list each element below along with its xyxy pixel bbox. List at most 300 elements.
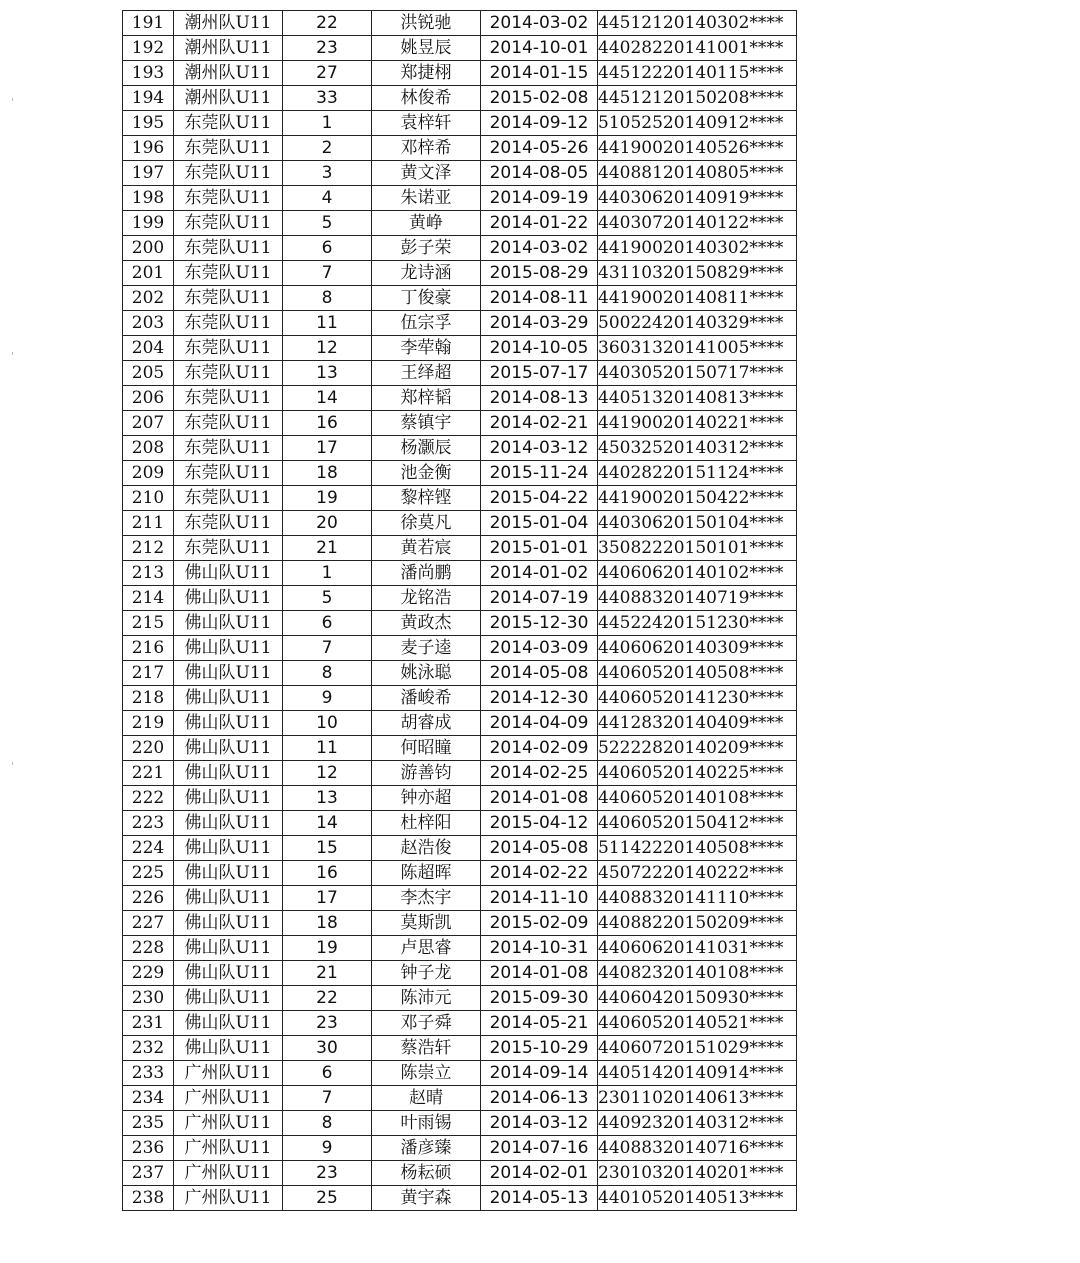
birth-date-cell: 2014-05-08 [481, 836, 598, 861]
id-number-cell: 44190020150422**** [598, 486, 797, 511]
birth-date-cell: 2014-05-21 [481, 1011, 598, 1036]
team-cell: 东莞队U11 [174, 336, 283, 361]
row-number-cell: 231 [123, 1011, 174, 1036]
team-cell: 东莞队U11 [174, 211, 283, 236]
table-row [123, 886, 797, 911]
jersey-number-cell: 7 [283, 261, 372, 286]
id-number-cell: 44030620140919**** [598, 186, 797, 211]
table-row [123, 1011, 797, 1036]
row-number-cell: 204 [123, 336, 174, 361]
id-number-cell: 44030720140122**** [598, 211, 797, 236]
row-number-cell: 209 [123, 461, 174, 486]
team-cell: 潮州队U11 [174, 11, 283, 36]
row-number-cell: 197 [123, 161, 174, 186]
team-cell: 佛山队U11 [174, 1036, 283, 1061]
table-row [123, 711, 797, 736]
id-number-cell: 44128320140409**** [598, 711, 797, 736]
jersey-number-cell: 6 [283, 611, 372, 636]
player-name-cell: 黄政杰 [372, 611, 481, 636]
team-cell: 佛山队U11 [174, 1011, 283, 1036]
birth-date-cell: 2014-06-13 [481, 1086, 598, 1111]
team-cell: 东莞队U11 [174, 111, 283, 136]
player-name-cell: 黄峥 [372, 211, 481, 236]
team-cell: 佛山队U11 [174, 561, 283, 586]
team-cell: 东莞队U11 [174, 361, 283, 386]
team-cell: 佛山队U11 [174, 611, 283, 636]
birth-date-cell: 2014-01-22 [481, 211, 598, 236]
birth-date-cell: 2015-01-04 [481, 511, 598, 536]
team-cell: 东莞队U11 [174, 386, 283, 411]
team-cell: 潮州队U11 [174, 61, 283, 86]
table-row [123, 1036, 797, 1061]
team-cell: 佛山队U11 [174, 711, 283, 736]
birth-date-cell: 2014-08-11 [481, 286, 598, 311]
player-name-cell: 李杰宇 [372, 886, 481, 911]
team-cell: 广州队U11 [174, 1086, 283, 1111]
id-number-cell: 35082220150101**** [598, 536, 797, 561]
table-row [123, 861, 797, 886]
table-row [123, 936, 797, 961]
team-cell: 佛山队U11 [174, 886, 283, 911]
table-row [123, 286, 797, 311]
player-name-cell: 陈超晖 [372, 861, 481, 886]
player-name-cell: 赵晴 [372, 1086, 481, 1111]
player-name-cell: 邓梓希 [372, 136, 481, 161]
player-name-cell: 彭子荣 [372, 236, 481, 261]
row-number-cell: 229 [123, 961, 174, 986]
jersey-number-cell: 12 [283, 761, 372, 786]
row-number-cell: 238 [123, 1186, 174, 1211]
table-row [123, 1186, 797, 1211]
team-cell: 广州队U11 [174, 1111, 283, 1136]
jersey-number-cell: 5 [283, 211, 372, 236]
table-row [123, 186, 797, 211]
id-number-cell: 44088120140805**** [598, 161, 797, 186]
player-name-cell: 潘峻希 [372, 686, 481, 711]
row-number-cell: 223 [123, 811, 174, 836]
birth-date-cell: 2014-05-08 [481, 661, 598, 686]
jersey-number-cell: 7 [283, 1086, 372, 1111]
player-name-cell: 麦子逵 [372, 636, 481, 661]
team-cell: 佛山队U11 [174, 761, 283, 786]
row-number-cell: 232 [123, 1036, 174, 1061]
row-number-cell: 236 [123, 1136, 174, 1161]
table-row [123, 236, 797, 261]
table-row [123, 836, 797, 861]
team-cell: 东莞队U11 [174, 186, 283, 211]
table-row [123, 261, 797, 286]
table-row [123, 436, 797, 461]
id-number-cell: 44060420150930**** [598, 986, 797, 1011]
row-number-cell: 198 [123, 186, 174, 211]
row-number-cell: 212 [123, 536, 174, 561]
jersey-number-cell: 8 [283, 661, 372, 686]
table-row [123, 486, 797, 511]
player-name-cell: 龙诗涵 [372, 261, 481, 286]
id-number-cell: 43110320150829**** [598, 261, 797, 286]
id-number-cell: 23011020140613**** [598, 1086, 797, 1111]
jersey-number-cell: 1 [283, 111, 372, 136]
player-name-cell: 池金衡 [372, 461, 481, 486]
jersey-number-cell: 15 [283, 836, 372, 861]
team-cell: 东莞队U11 [174, 286, 283, 311]
row-number-cell: 216 [123, 636, 174, 661]
birth-date-cell: 2014-10-05 [481, 336, 598, 361]
birth-date-cell: 2014-08-13 [481, 386, 598, 411]
jersey-number-cell: 8 [283, 286, 372, 311]
jersey-number-cell: 18 [283, 911, 372, 936]
birth-date-cell: 2014-05-13 [481, 1186, 598, 1211]
birth-date-cell: 2014-02-22 [481, 861, 598, 886]
team-cell: 东莞队U11 [174, 461, 283, 486]
birth-date-cell: 2014-09-19 [481, 186, 598, 211]
row-number-cell: 235 [123, 1111, 174, 1136]
player-name-cell: 钟亦超 [372, 786, 481, 811]
id-number-cell: 44030620150104**** [598, 511, 797, 536]
jersey-number-cell: 14 [283, 811, 372, 836]
row-number-cell: 207 [123, 411, 174, 436]
player-name-cell: 姚昱辰 [372, 36, 481, 61]
player-name-cell: 林俊希 [372, 86, 481, 111]
player-name-cell: 龙铭浩 [372, 586, 481, 611]
jersey-number-cell: 2 [283, 136, 372, 161]
birth-date-cell: 2014-08-05 [481, 161, 598, 186]
table-row [123, 11, 797, 36]
birth-date-cell: 2014-10-01 [481, 36, 598, 61]
jersey-number-cell: 11 [283, 311, 372, 336]
team-cell: 佛山队U11 [174, 911, 283, 936]
id-number-cell: 45072220140222**** [598, 861, 797, 886]
id-number-cell: 44060620140102**** [598, 561, 797, 586]
id-number-cell: 44028220141001**** [598, 36, 797, 61]
jersey-number-cell: 22 [283, 11, 372, 36]
table-row [123, 161, 797, 186]
jersey-number-cell: 14 [283, 386, 372, 411]
row-number-cell: 227 [123, 911, 174, 936]
player-name-cell: 黄宇森 [372, 1186, 481, 1211]
player-name-cell: 黎梓铿 [372, 486, 481, 511]
id-number-cell: 44088320140716**** [598, 1136, 797, 1161]
jersey-number-cell: 5 [283, 586, 372, 611]
id-number-cell: 44060520140508**** [598, 661, 797, 686]
table-row [123, 1111, 797, 1136]
player-name-cell: 邓子舜 [372, 1011, 481, 1036]
jersey-number-cell: 1 [283, 561, 372, 586]
player-name-cell: 王绎超 [372, 361, 481, 386]
id-number-cell: 44060620140309**** [598, 636, 797, 661]
id-number-cell: 45032520140312**** [598, 436, 797, 461]
table-row [123, 661, 797, 686]
player-name-cell: 丁俊豪 [372, 286, 481, 311]
player-name-cell: 卢思睿 [372, 936, 481, 961]
row-number-cell: 211 [123, 511, 174, 536]
id-number-cell: 44028220151124**** [598, 461, 797, 486]
player-name-cell: 黄若宸 [372, 536, 481, 561]
jersey-number-cell: 12 [283, 336, 372, 361]
player-name-cell: 杨灏辰 [372, 436, 481, 461]
birth-date-cell: 2014-09-14 [481, 1061, 598, 1086]
row-number-cell: 221 [123, 761, 174, 786]
player-name-cell: 朱诺亚 [372, 186, 481, 211]
id-number-cell: 44010520140513**** [598, 1186, 797, 1211]
table-row [123, 86, 797, 111]
id-number-cell: 44030520150717**** [598, 361, 797, 386]
player-name-cell: 伍宗孚 [372, 311, 481, 336]
birth-date-cell: 2014-01-15 [481, 61, 598, 86]
jersey-number-cell: 6 [283, 236, 372, 261]
birth-date-cell: 2015-02-09 [481, 911, 598, 936]
id-number-cell: 44060520141230**** [598, 686, 797, 711]
team-cell: 广州队U11 [174, 1061, 283, 1086]
id-number-cell: 44092320140312**** [598, 1111, 797, 1136]
jersey-number-cell: 21 [283, 961, 372, 986]
table-row [123, 461, 797, 486]
team-cell: 佛山队U11 [174, 661, 283, 686]
team-cell: 东莞队U11 [174, 136, 283, 161]
jersey-number-cell: 3 [283, 161, 372, 186]
id-number-cell: 44082320140108**** [598, 961, 797, 986]
table-row [123, 386, 797, 411]
row-number-cell: 191 [123, 11, 174, 36]
scan-speck [12, 98, 13, 101]
table-row [123, 336, 797, 361]
team-cell: 佛山队U11 [174, 986, 283, 1011]
jersey-number-cell: 13 [283, 361, 372, 386]
team-cell: 广州队U11 [174, 1161, 283, 1186]
id-number-cell: 44190020140526**** [598, 136, 797, 161]
id-number-cell: 44512120150208**** [598, 86, 797, 111]
row-number-cell: 219 [123, 711, 174, 736]
player-name-cell: 叶雨锡 [372, 1111, 481, 1136]
table-row [123, 561, 797, 586]
id-number-cell: 44512220140115**** [598, 61, 797, 86]
id-number-cell: 44088320140719**** [598, 586, 797, 611]
jersey-number-cell: 25 [283, 1186, 372, 1211]
player-name-cell: 潘彦臻 [372, 1136, 481, 1161]
jersey-number-cell: 9 [283, 686, 372, 711]
birth-date-cell: 2014-01-02 [481, 561, 598, 586]
player-name-cell: 袁梓轩 [372, 111, 481, 136]
jersey-number-cell: 17 [283, 436, 372, 461]
jersey-number-cell: 7 [283, 636, 372, 661]
id-number-cell: 44051320140813**** [598, 386, 797, 411]
jersey-number-cell: 23 [283, 1011, 372, 1036]
id-number-cell: 44060720151029**** [598, 1036, 797, 1061]
table-row [123, 36, 797, 61]
birth-date-cell: 2014-04-09 [481, 711, 598, 736]
row-number-cell: 230 [123, 986, 174, 1011]
row-number-cell: 202 [123, 286, 174, 311]
player-name-cell: 蔡镇宇 [372, 411, 481, 436]
jersey-number-cell: 23 [283, 36, 372, 61]
birth-date-cell: 2015-01-01 [481, 536, 598, 561]
birth-date-cell: 2015-09-30 [481, 986, 598, 1011]
birth-date-cell: 2014-12-30 [481, 686, 598, 711]
table-row [123, 211, 797, 236]
table-row [123, 311, 797, 336]
birth-date-cell: 2015-02-08 [481, 86, 598, 111]
jersey-number-cell: 17 [283, 886, 372, 911]
team-cell: 佛山队U11 [174, 736, 283, 761]
team-cell: 佛山队U11 [174, 811, 283, 836]
table-row [123, 686, 797, 711]
id-number-cell: 44522420151230**** [598, 611, 797, 636]
jersey-number-cell: 11 [283, 736, 372, 761]
jersey-number-cell: 20 [283, 511, 372, 536]
table-row [123, 361, 797, 386]
birth-date-cell: 2014-07-19 [481, 586, 598, 611]
jersey-number-cell: 33 [283, 86, 372, 111]
row-number-cell: 228 [123, 936, 174, 961]
player-name-cell: 赵浩俊 [372, 836, 481, 861]
birth-date-cell: 2015-07-17 [481, 361, 598, 386]
birth-date-cell: 2014-05-26 [481, 136, 598, 161]
roster-body [123, 11, 797, 1211]
scan-speck [12, 762, 13, 765]
row-number-cell: 237 [123, 1161, 174, 1186]
jersey-number-cell: 19 [283, 486, 372, 511]
team-cell: 东莞队U11 [174, 511, 283, 536]
table-row [123, 536, 797, 561]
birth-date-cell: 2015-10-29 [481, 1036, 598, 1061]
row-number-cell: 194 [123, 86, 174, 111]
player-name-cell: 胡睿成 [372, 711, 481, 736]
team-cell: 佛山队U11 [174, 936, 283, 961]
birth-date-cell: 2014-01-08 [481, 961, 598, 986]
player-name-cell: 姚泳聪 [372, 661, 481, 686]
jersey-number-cell: 9 [283, 1136, 372, 1161]
table-row [123, 136, 797, 161]
row-number-cell: 218 [123, 686, 174, 711]
team-cell: 佛山队U11 [174, 636, 283, 661]
table-row [123, 736, 797, 761]
birth-date-cell: 2014-10-31 [481, 936, 598, 961]
row-number-cell: 224 [123, 836, 174, 861]
birth-date-cell: 2014-09-12 [481, 111, 598, 136]
team-cell: 佛山队U11 [174, 786, 283, 811]
birth-date-cell: 2014-02-21 [481, 411, 598, 436]
id-number-cell: 44190020140221**** [598, 411, 797, 436]
player-name-cell: 杨耘硕 [372, 1161, 481, 1186]
id-number-cell: 44060520150412**** [598, 811, 797, 836]
team-cell: 佛山队U11 [174, 961, 283, 986]
jersey-number-cell: 13 [283, 786, 372, 811]
team-cell: 佛山队U11 [174, 861, 283, 886]
table-row [123, 586, 797, 611]
table-row [123, 1086, 797, 1111]
birth-date-cell: 2015-08-29 [481, 261, 598, 286]
table-row [123, 636, 797, 661]
birth-date-cell: 2015-04-22 [481, 486, 598, 511]
id-number-cell: 44190020140811**** [598, 286, 797, 311]
id-number-cell: 44088320141110**** [598, 886, 797, 911]
row-number-cell: 215 [123, 611, 174, 636]
birth-date-cell: 2014-03-02 [481, 11, 598, 36]
row-number-cell: 195 [123, 111, 174, 136]
jersey-number-cell: 22 [283, 986, 372, 1011]
jersey-number-cell: 4 [283, 186, 372, 211]
birth-date-cell: 2015-11-24 [481, 461, 598, 486]
birth-date-cell: 2014-03-29 [481, 311, 598, 336]
birth-date-cell: 2014-02-01 [481, 1161, 598, 1186]
team-cell: 东莞队U11 [174, 436, 283, 461]
row-number-cell: 205 [123, 361, 174, 386]
id-number-cell: 52222820140209**** [598, 736, 797, 761]
row-number-cell: 200 [123, 236, 174, 261]
row-number-cell: 233 [123, 1061, 174, 1086]
player-name-cell: 徐莫凡 [372, 511, 481, 536]
player-name-cell: 蔡浩轩 [372, 1036, 481, 1061]
table-row [123, 1161, 797, 1186]
birth-date-cell: 2014-01-08 [481, 786, 598, 811]
id-number-cell: 44088220150209**** [598, 911, 797, 936]
id-number-cell: 51052520140912**** [598, 111, 797, 136]
row-number-cell: 203 [123, 311, 174, 336]
row-number-cell: 213 [123, 561, 174, 586]
table-row [123, 911, 797, 936]
row-number-cell: 210 [123, 486, 174, 511]
jersey-number-cell: 16 [283, 861, 372, 886]
birth-date-cell: 2015-04-12 [481, 811, 598, 836]
team-cell: 潮州队U11 [174, 86, 283, 111]
team-cell: 佛山队U11 [174, 836, 283, 861]
id-number-cell: 44060520140225**** [598, 761, 797, 786]
team-cell: 东莞队U11 [174, 236, 283, 261]
team-cell: 潮州队U11 [174, 36, 283, 61]
id-number-cell: 44190020140302**** [598, 236, 797, 261]
birth-date-cell: 2015-12-30 [481, 611, 598, 636]
table-row [123, 811, 797, 836]
row-number-cell: 206 [123, 386, 174, 411]
row-number-cell: 226 [123, 886, 174, 911]
jersey-number-cell: 16 [283, 411, 372, 436]
id-number-cell: 44060520140108**** [598, 786, 797, 811]
table-row [123, 961, 797, 986]
jersey-number-cell: 8 [283, 1111, 372, 1136]
jersey-number-cell: 30 [283, 1036, 372, 1061]
id-number-cell: 44512120140302**** [598, 11, 797, 36]
table-row [123, 986, 797, 1011]
birth-date-cell: 2014-03-12 [481, 1111, 598, 1136]
jersey-number-cell: 10 [283, 711, 372, 736]
id-number-cell: 51142220140508**** [598, 836, 797, 861]
row-number-cell: 234 [123, 1086, 174, 1111]
table-row [123, 611, 797, 636]
table-row [123, 511, 797, 536]
birth-date-cell: 2014-07-16 [481, 1136, 598, 1161]
player-name-cell: 潘尚鹏 [372, 561, 481, 586]
jersey-number-cell: 23 [283, 1161, 372, 1186]
player-name-cell: 游善钧 [372, 761, 481, 786]
row-number-cell: 199 [123, 211, 174, 236]
team-cell: 东莞队U11 [174, 411, 283, 436]
player-name-cell: 陈崇立 [372, 1061, 481, 1086]
birth-date-cell: 2014-11-10 [481, 886, 598, 911]
birth-date-cell: 2014-02-09 [481, 736, 598, 761]
row-number-cell: 193 [123, 61, 174, 86]
player-name-cell: 莫斯凯 [372, 911, 481, 936]
table-row [123, 61, 797, 86]
birth-date-cell: 2014-02-25 [481, 761, 598, 786]
player-name-cell: 黄文泽 [372, 161, 481, 186]
id-number-cell: 44060620141031**** [598, 936, 797, 961]
player-name-cell: 郑梓韬 [372, 386, 481, 411]
birth-date-cell: 2014-03-09 [481, 636, 598, 661]
player-name-cell: 陈沛元 [372, 986, 481, 1011]
team-cell: 东莞队U11 [174, 311, 283, 336]
jersey-number-cell: 19 [283, 936, 372, 961]
team-cell: 广州队U11 [174, 1136, 283, 1161]
